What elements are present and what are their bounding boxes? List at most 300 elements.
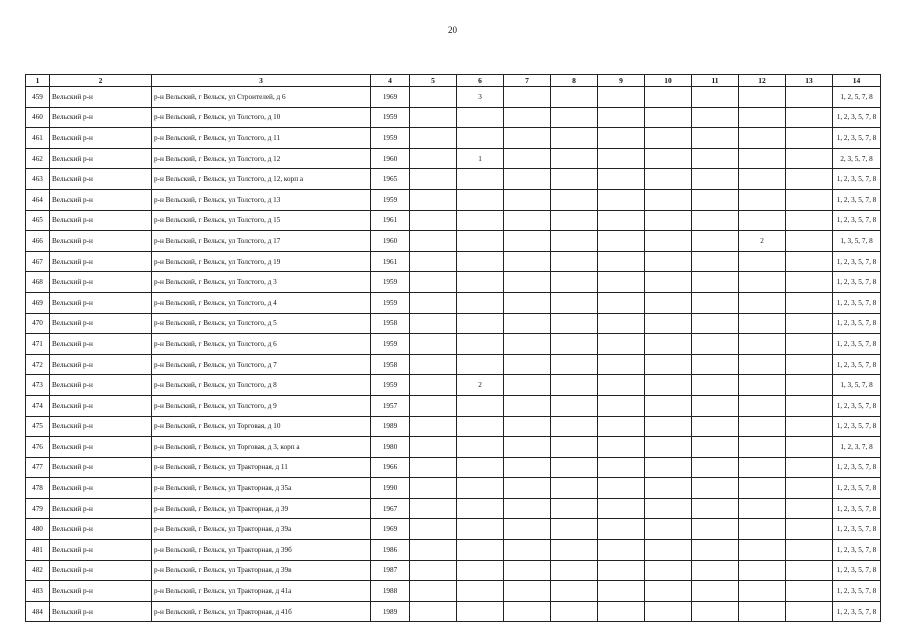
col6-cell: [457, 313, 504, 334]
district-cell: Вельский р-н: [50, 478, 152, 499]
column-header: 2: [50, 75, 152, 87]
col7-cell: [504, 478, 551, 499]
col8-cell: [551, 107, 598, 128]
col5-cell: [410, 375, 457, 396]
col13-cell: [786, 189, 833, 210]
year-cell: 1966: [371, 457, 410, 478]
col9-cell: [598, 437, 645, 458]
year-cell: 1988: [371, 581, 410, 602]
col14-cell: 1, 3, 5, 7, 8: [833, 231, 881, 252]
col14-cell: 1, 2, 3, 5, 7, 8: [833, 334, 881, 355]
col11-cell: [692, 272, 739, 293]
year-cell: 1967: [371, 498, 410, 519]
year-cell: 1969: [371, 87, 410, 108]
col12-cell: [739, 519, 786, 540]
column-header: 10: [645, 75, 692, 87]
col5-cell: [410, 457, 457, 478]
col5-cell: [410, 313, 457, 334]
address-cell: р-н Вельский, г Вельск, ул Толстого, д 11: [152, 128, 371, 149]
col13-cell: [786, 601, 833, 622]
col7-cell: [504, 395, 551, 416]
col12-cell: [739, 107, 786, 128]
col12-cell: [739, 416, 786, 437]
address-cell: р-н Вельский, г Вельск, ул Толстого, д 7: [152, 354, 371, 375]
col11-cell: [692, 498, 739, 519]
district-cell: Вельский р-н: [50, 251, 152, 272]
col10-cell: [645, 128, 692, 149]
col14-cell: 2, 3, 5, 7, 8: [833, 148, 881, 169]
col8-cell: [551, 189, 598, 210]
col10-cell: [645, 189, 692, 210]
column-header: 14: [833, 75, 881, 87]
row-number: 480: [26, 519, 50, 540]
year-cell: 1987: [371, 560, 410, 581]
col14-cell: 1, 2, 3, 5, 7, 8: [833, 457, 881, 478]
col13-cell: [786, 437, 833, 458]
table-row: [26, 334, 881, 355]
column-header: 8: [551, 75, 598, 87]
col7-cell: [504, 540, 551, 561]
col12-cell: [739, 148, 786, 169]
col6-cell: [457, 210, 504, 231]
table-row: [26, 395, 881, 416]
col9-cell: [598, 416, 645, 437]
col12-cell: [739, 395, 786, 416]
table-row: [26, 107, 881, 128]
col14-cell: 1, 2, 5, 7, 8: [833, 87, 881, 108]
col7-cell: [504, 210, 551, 231]
district-cell: Вельский р-н: [50, 416, 152, 437]
row-number: 459: [26, 87, 50, 108]
district-cell: Вельский р-н: [50, 540, 152, 561]
col13-cell: [786, 354, 833, 375]
col9-cell: [598, 107, 645, 128]
col14-cell: 1, 2, 3, 5, 7, 8: [833, 416, 881, 437]
col6-cell: [457, 457, 504, 478]
col13-cell: [786, 251, 833, 272]
col6-cell: [457, 169, 504, 190]
col14-cell: 1, 2, 3, 5, 7, 8: [833, 210, 881, 231]
district-cell: Вельский р-н: [50, 107, 152, 128]
col9-cell: [598, 457, 645, 478]
col5-cell: [410, 87, 457, 108]
address-cell: р-н Вельский, г Вельск, ул Строителей, д 6: [152, 87, 371, 108]
col10-cell: [645, 292, 692, 313]
row-number: 462: [26, 148, 50, 169]
col6-cell: [457, 581, 504, 602]
col14-cell: 1, 2, 3, 5, 7, 8: [833, 354, 881, 375]
col14-cell: 1, 2, 3, 5, 7, 8: [833, 540, 881, 561]
table-row: [26, 519, 881, 540]
col7-cell: [504, 560, 551, 581]
col10-cell: [645, 416, 692, 437]
year-cell: 1965: [371, 169, 410, 190]
col14-cell: 1, 2, 3, 5, 7, 8: [833, 478, 881, 499]
col8-cell: [551, 498, 598, 519]
col6-cell: 3: [457, 87, 504, 108]
table-row: [26, 478, 881, 499]
address-cell: р-н Вельский, г Вельск, ул Толстого, д 12, корп а: [152, 169, 371, 190]
col11-cell: [692, 334, 739, 355]
address-cell: р-н Вельский, г Вельск, ул Толстого, д 15: [152, 210, 371, 231]
column-header: 6: [457, 75, 504, 87]
col5-cell: [410, 354, 457, 375]
col12-cell: [739, 375, 786, 396]
col12-cell: [739, 292, 786, 313]
col5-cell: [410, 251, 457, 272]
district-cell: Вельский р-н: [50, 313, 152, 334]
district-cell: Вельский р-н: [50, 457, 152, 478]
year-cell: 1969: [371, 519, 410, 540]
col5-cell: [410, 292, 457, 313]
year-cell: 1959: [371, 189, 410, 210]
col8-cell: [551, 416, 598, 437]
col10-cell: [645, 87, 692, 108]
col7-cell: [504, 148, 551, 169]
address-cell: р-н Вельский, г Вельск, ул Толстого, д 19: [152, 251, 371, 272]
col8-cell: [551, 519, 598, 540]
table-row: [26, 437, 881, 458]
col11-cell: [692, 416, 739, 437]
col11-cell: [692, 128, 739, 149]
col6-cell: [457, 128, 504, 149]
col10-cell: [645, 107, 692, 128]
district-cell: Вельский р-н: [50, 87, 152, 108]
col10-cell: [645, 231, 692, 252]
column-header: 13: [786, 75, 833, 87]
row-number: 477: [26, 457, 50, 478]
col9-cell: [598, 375, 645, 396]
col7-cell: [504, 354, 551, 375]
col10-cell: [645, 210, 692, 231]
table-row: [26, 87, 881, 108]
col6-cell: [457, 540, 504, 561]
row-number: 475: [26, 416, 50, 437]
column-header: 3: [152, 75, 371, 87]
year-cell: 1960: [371, 148, 410, 169]
address-cell: р-н Вельский, г Вельск, ул Толстого, д 13: [152, 189, 371, 210]
col5-cell: [410, 560, 457, 581]
col13-cell: [786, 107, 833, 128]
col11-cell: [692, 354, 739, 375]
col9-cell: [598, 478, 645, 499]
row-number: 470: [26, 313, 50, 334]
col13-cell: [786, 416, 833, 437]
col10-cell: [645, 334, 692, 355]
col7-cell: [504, 416, 551, 437]
col11-cell: [692, 437, 739, 458]
col11-cell: [692, 189, 739, 210]
col12-cell: [739, 437, 786, 458]
col10-cell: [645, 395, 692, 416]
col12-cell: [739, 87, 786, 108]
col5-cell: [410, 498, 457, 519]
year-cell: 1959: [371, 107, 410, 128]
col7-cell: [504, 519, 551, 540]
address-cell: р-н Вельский, г Вельск, ул Тракторная, д 39: [152, 498, 371, 519]
address-cell: р-н Вельский, г Вельск, ул Тракторная, д 41а: [152, 581, 371, 602]
col7-cell: [504, 272, 551, 293]
col12-cell: [739, 498, 786, 519]
year-cell: 1989: [371, 416, 410, 437]
col7-cell: [504, 231, 551, 252]
col14-cell: 1, 2, 3, 5, 7, 8: [833, 107, 881, 128]
col9-cell: [598, 189, 645, 210]
col14-cell: 1, 2, 3, 5, 7, 8: [833, 251, 881, 272]
col13-cell: [786, 231, 833, 252]
table-row: [26, 189, 881, 210]
row-number: 466: [26, 231, 50, 252]
column-header: 4: [371, 75, 410, 87]
col5-cell: [410, 478, 457, 499]
table-row: [26, 272, 881, 293]
col10-cell: [645, 251, 692, 272]
col11-cell: [692, 148, 739, 169]
column-header: 9: [598, 75, 645, 87]
year-cell: 1959: [371, 128, 410, 149]
col5-cell: [410, 581, 457, 602]
row-number: 461: [26, 128, 50, 149]
col9-cell: [598, 148, 645, 169]
col14-cell: 1, 2, 3, 5, 7, 8: [833, 128, 881, 149]
col7-cell: [504, 313, 551, 334]
district-cell: Вельский р-н: [50, 272, 152, 293]
col9-cell: [598, 560, 645, 581]
district-cell: Вельский р-н: [50, 354, 152, 375]
col6-cell: [457, 334, 504, 355]
col9-cell: [598, 251, 645, 272]
row-number: 463: [26, 169, 50, 190]
col13-cell: [786, 87, 833, 108]
col10-cell: [645, 272, 692, 293]
col11-cell: [692, 457, 739, 478]
col7-cell: [504, 128, 551, 149]
col6-cell: 2: [457, 375, 504, 396]
col9-cell: [598, 313, 645, 334]
col7-cell: [504, 251, 551, 272]
col7-cell: [504, 601, 551, 622]
col6-cell: [457, 107, 504, 128]
year-cell: 1957: [371, 395, 410, 416]
table-header-row: [26, 75, 881, 87]
col12-cell: [739, 540, 786, 561]
col5-cell: [410, 334, 457, 355]
col9-cell: [598, 395, 645, 416]
col13-cell: [786, 498, 833, 519]
row-number: 473: [26, 375, 50, 396]
table-row: [26, 251, 881, 272]
col7-cell: [504, 498, 551, 519]
table-row: [26, 375, 881, 396]
col7-cell: [504, 189, 551, 210]
row-number: 472: [26, 354, 50, 375]
col14-cell: 1, 2, 3, 7, 8: [833, 437, 881, 458]
col8-cell: [551, 540, 598, 561]
district-cell: Вельский р-н: [50, 498, 152, 519]
col7-cell: [504, 107, 551, 128]
col8-cell: [551, 148, 598, 169]
col12-cell: [739, 210, 786, 231]
address-cell: р-н Вельский, г Вельск, ул Торговая, д 3, корп а: [152, 437, 371, 458]
col5-cell: [410, 231, 457, 252]
col5-cell: [410, 272, 457, 293]
col9-cell: [598, 519, 645, 540]
col5-cell: [410, 210, 457, 231]
address-cell: р-н Вельский, г Вельск, ул Тракторная, д 35а: [152, 478, 371, 499]
col9-cell: [598, 272, 645, 293]
col6-cell: [457, 498, 504, 519]
district-cell: Вельский р-н: [50, 128, 152, 149]
col13-cell: [786, 334, 833, 355]
col6-cell: [457, 231, 504, 252]
col8-cell: [551, 354, 598, 375]
table-row: [26, 128, 881, 149]
row-number: 465: [26, 210, 50, 231]
year-cell: 1959: [371, 334, 410, 355]
col12-cell: [739, 581, 786, 602]
col5-cell: [410, 148, 457, 169]
col7-cell: [504, 292, 551, 313]
district-cell: Вельский р-н: [50, 601, 152, 622]
row-number: 460: [26, 107, 50, 128]
col9-cell: [598, 128, 645, 149]
address-cell: р-н Вельский, г Вельск, ул Толстого, д 9: [152, 395, 371, 416]
housing-registry-table: [25, 74, 881, 622]
row-number: 478: [26, 478, 50, 499]
col10-cell: [645, 457, 692, 478]
col13-cell: [786, 128, 833, 149]
district-cell: Вельский р-н: [50, 437, 152, 458]
col6-cell: 1: [457, 148, 504, 169]
col5-cell: [410, 128, 457, 149]
row-number: 468: [26, 272, 50, 293]
col14-cell: 1, 2, 3, 5, 7, 8: [833, 581, 881, 602]
col11-cell: [692, 292, 739, 313]
col8-cell: [551, 251, 598, 272]
column-header: 12: [739, 75, 786, 87]
col14-cell: 1, 2, 3, 5, 7, 8: [833, 560, 881, 581]
col11-cell: [692, 540, 739, 561]
col13-cell: [786, 560, 833, 581]
col12-cell: [739, 128, 786, 149]
col10-cell: [645, 601, 692, 622]
year-cell: 1961: [371, 251, 410, 272]
year-cell: 1990: [371, 478, 410, 499]
col11-cell: [692, 375, 739, 396]
address-cell: р-н Вельский, г Вельск, ул Тракторная, д 41б: [152, 601, 371, 622]
col12-cell: [739, 601, 786, 622]
col8-cell: [551, 128, 598, 149]
col8-cell: [551, 292, 598, 313]
col12-cell: [739, 334, 786, 355]
col12-cell: [739, 457, 786, 478]
col13-cell: [786, 210, 833, 231]
district-cell: Вельский р-н: [50, 292, 152, 313]
col8-cell: [551, 272, 598, 293]
col6-cell: [457, 519, 504, 540]
col13-cell: [786, 313, 833, 334]
district-cell: Вельский р-н: [50, 519, 152, 540]
year-cell: 1960: [371, 231, 410, 252]
col14-cell: 1, 2, 3, 5, 7, 8: [833, 601, 881, 622]
table-row: [26, 169, 881, 190]
col10-cell: [645, 519, 692, 540]
col14-cell: 1, 2, 3, 5, 7, 8: [833, 292, 881, 313]
col10-cell: [645, 375, 692, 396]
district-cell: Вельский р-н: [50, 334, 152, 355]
row-number: 469: [26, 292, 50, 313]
col10-cell: [645, 498, 692, 519]
address-cell: р-н Вельский, г Вельск, ул Толстого, д 6: [152, 334, 371, 355]
col9-cell: [598, 498, 645, 519]
col8-cell: [551, 395, 598, 416]
col5-cell: [410, 601, 457, 622]
col5-cell: [410, 416, 457, 437]
col9-cell: [598, 87, 645, 108]
row-number: 483: [26, 581, 50, 602]
col11-cell: [692, 231, 739, 252]
table-row: [26, 457, 881, 478]
table-row: [26, 148, 881, 169]
col13-cell: [786, 375, 833, 396]
col8-cell: [551, 478, 598, 499]
col8-cell: [551, 601, 598, 622]
col6-cell: [457, 292, 504, 313]
col11-cell: [692, 313, 739, 334]
col5-cell: [410, 107, 457, 128]
address-cell: р-н Вельский, г Вельск, ул Толстого, д 4: [152, 292, 371, 313]
col8-cell: [551, 210, 598, 231]
col6-cell: [457, 560, 504, 581]
col13-cell: [786, 540, 833, 561]
col12-cell: [739, 169, 786, 190]
col10-cell: [645, 540, 692, 561]
address-cell: р-н Вельский, г Вельск, ул Торговая, д 10: [152, 416, 371, 437]
address-cell: р-н Вельский, г Вельск, ул Толстого, д 5: [152, 313, 371, 334]
year-cell: 1961: [371, 210, 410, 231]
address-cell: р-н Вельский, г Вельск, ул Тракторная, д 39в: [152, 560, 371, 581]
col14-cell: 1, 2, 3, 5, 7, 8: [833, 498, 881, 519]
table-row: [26, 313, 881, 334]
district-cell: Вельский р-н: [50, 231, 152, 252]
col14-cell: 1, 2, 3, 5, 7, 8: [833, 169, 881, 190]
col11-cell: [692, 395, 739, 416]
year-cell: 1980: [371, 437, 410, 458]
year-cell: 1958: [371, 313, 410, 334]
table-row: [26, 416, 881, 437]
col6-cell: [457, 478, 504, 499]
col7-cell: [504, 375, 551, 396]
row-number: 464: [26, 189, 50, 210]
table-row: [26, 354, 881, 375]
row-number: 474: [26, 395, 50, 416]
col7-cell: [504, 437, 551, 458]
col9-cell: [598, 292, 645, 313]
col8-cell: [551, 457, 598, 478]
district-cell: Вельский р-н: [50, 148, 152, 169]
address-cell: р-н Вельский, г Вельск, ул Толстого, д 12: [152, 148, 371, 169]
col14-cell: 1, 2, 3, 5, 7, 8: [833, 313, 881, 334]
col10-cell: [645, 478, 692, 499]
col6-cell: [457, 189, 504, 210]
col9-cell: [598, 169, 645, 190]
col10-cell: [645, 148, 692, 169]
col12-cell: [739, 478, 786, 499]
year-cell: 1958: [371, 354, 410, 375]
col11-cell: [692, 107, 739, 128]
col8-cell: [551, 375, 598, 396]
col13-cell: [786, 581, 833, 602]
